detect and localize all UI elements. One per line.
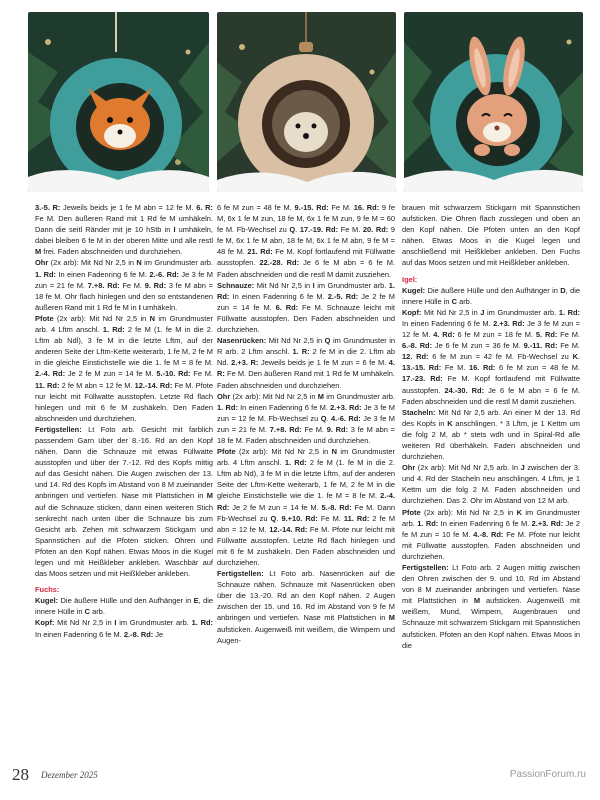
bold-term: 1. Rd: [191,618,213,628]
bold-term: Kugel: [35,596,59,606]
bold-term: C [84,607,90,617]
bold-term: Pfote [402,507,421,517]
bold-term: 1. Rd: [217,402,238,412]
bold-term: M [473,596,481,606]
bold-term: 1. Rd: [417,518,439,528]
bold-term: Kopf: [402,307,422,317]
instruction-paragraph: Pfote (2x arb): Mit Nd Nr 2,5 in K im Grundmuster arb. 1. Rd: In einen Fadenring 6 fe M. 2.+3. Rd: Je 2 fe M zun = 10 fe M. 4.-8. Rd: Fe M. Pfote nur leicht mit Füllwatte ausstopfen. Faden abschneiden und durchziehen. [402,507,580,561]
bold-term: 20. Rd: [362,225,389,235]
instruction-paragraph: brauen mit schwarzem Stickgarn mit Spannstichen aufsticken. Die Ohren flach zusslegen und oben an den Kopf nähen. Die Pfoten unten an den Kopf nähen. Etwas Moos in die Kugel legen und anschließend mit Heißkleber ankleben. Den Fuchs auf das Moos setzen und mit Heißkleber ankleben. [402,203,580,268]
bold-term: M [388,613,395,623]
bold-term: 5. Rd: [535,330,558,340]
bold-term: 16. Rd: [353,203,380,212]
bold-term: 1. Rd: [217,280,395,301]
instruction-paragraph: Pfote (2x arb): Mit Nd Nr 2,5 in N im Grundmuster arb. 4 Lftm anschl. 1. Rd: 2 fe M (1. fe M in die 2. Lftm ab Ndl), 3 fe M in die letzte Lftm, auf der anderen Seite der Lftm-Kette weiterarb, 1 fe M, 2 fe M in die gleiche Einstichstelle wie die 1. fe M = 8 fe M. 2.-4. Rd: Je 2 fe M zun = 14 fe M. 5.-10. Rd: Fe M. 11. Rd: 2 fe M abn = 12 fe M. 12.-14. Rd: Fe M. Pfote nur leicht mit Füllwatte ausstopfen. Letzte Rd flach hinlegen und mit 6 fe M zushäkeln. Den Faden abschneiden und durchziehen. [35,313,213,423]
bold-term: 4.-8. Rd: [473,529,504,539]
bold-term: N [331,447,337,457]
bold-term: N [149,313,155,323]
bold-term: 13.-15. Rd: [402,363,442,373]
bold-term: 9. Rd: [144,280,167,290]
bold-term: M [35,247,42,257]
instruction-paragraph: Fertigstellen: Lt Foto arb. Nasenrücken auf die Schnauze nähen. Schnauze mit Nasenrücken oben über die 13.-20. Rd an den Kopf nähen. 2 Augen zwischen der 15. und 16. Rd im Abstand von 9 fe M anbringen und vertiefen. Nase mit Plattstichen in M aufsticken. Augenweiß mit weißem, die Wimpern und Augen- [217,569,395,645]
bold-term: K [447,418,453,428]
bold-term: E [193,596,199,606]
bold-term: Fertigstellen: [35,424,82,434]
bold-term: 6. Rd: [275,302,299,312]
instruction-paragraph: 6 fe M zun = 48 fe M. 9.-15. Rd: Fe M. 16. Rd: 9 fe M, 6x 1 fe M zun, 18 fe M, 6x 1 fe M zun, 9 fe M = 60 fe M. Fb-Wechsel zu Q. 17.-19. Rd: Fe M. 20. Rd: 9 fe M, 6x 1 fe M abn, 18 fe M, 6x 1 fe M abn, 9 fe M = 48 fe M. 21. Rd: Fe M. Kopf fortlaufend mit Füllwatte ausstopfen. 22.-28. Rd: Je 6 fe M abn = 6 fe M. Faden abschneiden und die restl M damit zusziehen. [217,203,395,279]
instruction-paragraph: Fertigstellen: Lt Foto arb. 2 Augen mittig zwischen den Ohren zwischen der 9. und 10. Rd im Abstand von 8 M zueinander anbringen und vertiefen. Nase mit Plattstichen in M aufsticken. Augenweiß mit weißem, Mund, Wimpern, Augenbrauen und Schnauze mit schwarzem Stickgarn mit Spannstichen aufsticken. Pfoten an den Kopf nähen. Etwas Moos in die [402,563,580,650]
issue-date: Dezember 2025 [41,770,98,780]
text-column-3 [402,202,580,758]
instruction-paragraph: Pfote (2x arb): Mit Nd Nr 2,5 in N im Grundmuster arb. 4 Lftm anschl. 1. Rd: 2 fe M (1. fe M in die 2. Lftm ab Nd), 3 fe M in die letzte Lftm, auf der anderen Seite der Lftm-Kette weiterarb, 1 fe M, 2 fe M in die gleiche Einstichstelle wie die 1. fe M = 8 fe M. 2.-4. Rd: Je 2 fe M zun = 14 fe M. 5.-8. Rd: Fe M. Dann Fb-Wechsel zu Q. 9.+10. Rd: Fe M. 11. Rd: 2 fe M abn = 12 fe M. 12.-14. Rd: Fe M. Pfote nur leicht mit Füllwatte ausstopfen. Letzte Rd flach hinlegen und mit 6 fe M zushäkeln. Den Faden abschneiden und durchziehen. [217,447,395,567]
instruction-paragraph: Stacheln: Mit Nd Nr 2,5 arb. An einer M der 13. Rd des Kopfs in K anschlingen. * 3 Lftm, je 1 Kettm um die folg 2 M, ab * stets wdh und in Spiral-Rd alle weiteren Rd überhäkeln. Faden abschneiden und durchziehen. [402,407,580,462]
bold-term: 9.+10. Rd: [281,513,318,523]
bold-term: 21. Rd: [247,247,273,257]
bold-term: Ohr [402,463,416,473]
bold-term: 2.+3. Rd: [531,518,564,528]
bold-term: Q [270,513,277,523]
bold-term: 6. R: [196,203,213,212]
bold-term: 22.-28. Rd: [259,258,300,268]
bold-term: 17.-19. Rd: [299,225,339,235]
bold-term: Schnauze: [217,280,255,290]
bold-term: 3.-5. R: [35,203,61,212]
bold-term: 5.-10. Rd: [156,369,191,379]
bold-term: 1. Rd: [284,458,307,468]
bold-term: Nasenrücken: [217,336,267,346]
bold-term: 4. Rd: [433,330,455,340]
bold-term: 24.-30. Rd: [444,385,485,395]
bunny-ornament-photo [404,12,583,192]
bold-term: 12. Rd: [402,352,429,362]
bold-term: Q [320,413,327,423]
bold-term: 2.+3. Rd: [330,402,362,412]
bold-term: D [560,285,566,295]
bold-term: M [317,391,324,401]
bold-term: 4. R: [217,358,395,379]
bold-term: 12.-14. Rd: [269,524,308,534]
instruction-paragraph: Kugel: Die äußere Hülle und den Aufhänger in E, die innere Hülle in C arb. [35,596,213,617]
bold-term: K [572,352,578,362]
bold-term: 11. Rd: [35,380,60,390]
bold-term: Kugel: [402,285,426,295]
bold-term: K [516,507,522,517]
instruction-paragraph: Nasenrücken: Mit Nd Nr 2,5 in Q im Grundmuster in R arb. 2 Lftm anschl. 1. R: 2 fe M in die 2. Lftm ab Nd. 2.+3. R: Jeweils beids je 1 fe M zun = 6 fe M. 4. R: Fe M. Den äußeren Rand mit 1 Rd fe M umhäkeln. Faden abschneiden und durchziehen. [217,336,395,390]
instruction-paragraph: Ohr (2x arb): Mit Nd Nr 2,5 arb. In J zwischen der 3. und 4. Rd der Stacheln neu anschlingen. 4 Lftm, je 1 Kettm um die folg 2 M. Faden abschneiden und durchziehen. Das 2. Ohr im Abstand von 12 M arb. [402,463,580,506]
hedgehog-ornament-photo [217,12,396,192]
bold-term: C [451,296,457,306]
section-heading: Fuchs: [35,585,60,595]
bold-term: 2.-4. Rd: [217,491,395,512]
bold-term: N [136,258,142,268]
bold-term: 2.-5. Rd: [327,291,359,301]
bold-term: 2.-4. Rd: [35,369,66,379]
page-number: 28 [12,765,29,784]
bold-term: 1. R: [292,347,310,357]
bold-term: Fertigstellen: [402,563,449,572]
bold-term: Kopf: [35,618,55,628]
bold-term: 2.+3. R: [231,358,259,368]
bold-term: 4.-6. Rd: [331,413,361,423]
instruction-paragraph: Schnauze: Mit Nd Nr 2,5 in I im Grundmuster arb. 1. Rd: In einen Fadenring 6 fe M. 2.-5. Rd: Je 2 fe M zun = 14 fe M. 6. Rd: Fe M. Schnauze leicht mit Füllwatte ausstopfen. Den Faden abschneiden und durchziehen. [217,280,395,335]
bold-term: 6.-8. Rd: [402,341,433,351]
bold-term: 9.-15. Rd: [294,203,329,212]
bold-term: 9.-11. Rd: [523,341,558,351]
bold-term: 1. Rd: [35,269,56,279]
fox-ornament-photo [28,12,209,192]
bold-term: Q [289,225,296,235]
bold-term: Pfote [35,313,54,323]
bold-term: Q [324,336,331,346]
bold-term: 7.+8. Rd: [87,280,120,290]
bold-term: 1. Rd: [558,307,580,317]
page-footer [0,765,600,795]
bold-term: 17.-23. Rd: [402,374,443,384]
bold-term: 2.-8. Rd: [123,629,154,639]
bold-term: I [173,225,176,235]
bold-term: 16. Rd: [469,363,496,373]
bold-term: Stacheln: [402,407,436,417]
text-column-2 [217,202,395,758]
instruction-paragraph: Kopf: Mit Nd Nr 2,5 in I im Grundmuster arb. 1. Rd: In einen Fadenring 6 fe M. 2.-8. Rd: Je [35,618,213,639]
instruction-paragraph: Ohr (2x arb): Mit Nd Nr 2,5 in N im Grundmuster arb. 1. Rd: In einen Fadenring 6 fe M. 2.-6. Rd: Je 3 fe M zun = 21 fe M. 7.+8. Rd: Fe M. 9. Rd: 3 fe M abn = 18 fe M. Ohr flach hinlegen und den so entstandenen äußeren Rand mit 1 Rd fe M in I umhäkeln. [35,258,213,312]
bold-term: J [480,307,485,317]
photo-strip [0,0,600,198]
bold-term: J [520,463,525,473]
bold-term: 9. Rd: [326,424,349,434]
bold-term: I [114,618,117,628]
bold-term: 2.+3. Rd: [493,318,525,328]
bold-term: 11. Rd: [343,513,370,523]
bold-term: 1. Rd: [102,325,125,335]
instruction-paragraph: Fertigstellen: Lt Foto arb. Gesicht mit farblich passendem Garn über der 8.-16. Rd an den Kopf nähen. Dann die Schnauze mit etwas Füllwatte ausstopfen und über der 7.-12. Rd des Kopfs mittig auf das Gesicht nähen. Die Augen zwischen der 13. und 14. Rd des Kopfs im Abstand von 8 M zueinander anbringen und vertiefen. Nase mit Plattstichen in M auf die Schnauze sticken, dann einen weiteren Stich senkrecht nach unten über die Schnauze bis zum Gesicht arb. Zehen mit schwarzem Stickgarn und Spannstichen auf die Pfoten sticken. Ohren und Pfoten an den Kopf nähen. Etwas Moos in die Kugel legen und mit Heißkleber ankleben. Waschbär auf das Moos setzen und mit Heißkleber ankleben. [35,424,213,579]
bold-term: 12.-14. Rd: [134,380,173,390]
bold-term: I [312,280,315,290]
instructions-body [35,202,580,758]
instruction-paragraph: 3.-5. R: Jeweils beids je 1 fe M abn = 12 fe M. 6. R: Fe M. Den äußeren Rand mit 1 Rd fe M umhäkeln. Dann die seitl Ränder mit je 10 hStb in I umhäkeln, dabei bleiben 6 fe M in der oberen Mitte und alle restl M frei. Faden abschneiden und durchziehen. [35,203,213,257]
bold-term: Ohr [217,391,231,401]
bold-term: Fertigstellen: [217,569,264,579]
bold-term: Ohr [35,258,49,268]
bold-term: 7.+8. Rd: [269,424,302,434]
bold-term: I [138,302,141,312]
bold-term: M [206,491,213,501]
instruction-paragraph: Ohr (2x arb): Mit Nd Nr 2,5 in M im Grundmuster arb. 1. Rd: In einen Fadenring 6 fe M. 2.+3. Rd: Je 3 fe M zun = 12 fe M. Fb-Wechsel zu Q. 4.-6. Rd: Je 3 fe M zun = 21 fe M. 7.+8. Rd: Fe M. 9. Rd: 3 fe M abn = 18 fe M. Faden abschneiden und durchziehen. [217,391,395,445]
text-column-1 [35,202,213,758]
bold-term: Pfote [217,447,236,457]
section-heading: Igel: [402,274,418,284]
instruction-paragraph: Kugel: Die äußere Hülle und den Aufhänger in D, die innere Hülle in C arb. [402,285,580,306]
instruction-paragraph: Kopf: Mit Nd Nr 2,5 in J im Grundmuster arb. 1. Rd: In einen Fadenring 6 fe M. 2.+3. Rd: Je 3 fe M zun = 12 fe M. 4. Rd: 6 fe M zun = 18 fe M. 5. Rd: Fe M. 6.-8. Rd: Je 6 fe M zun = 36 fe M. 9.-11. Rd: Fe M. 12. Rd: 6 fe M zun = 42 fe M. Fb-Wechsel zu K. 13.-15. Rd: Fe M. 16. Rd: 6 fe M zun = 48 fe M. 17.-23. Rd: Fe M. Kopf fortlaufend mit Füllwatte ausstopfen. 24.-30. Rd: Je 6 fe M abn = 6 fe M. Faden abschneiden und die restl M damit zusziehen. [402,307,580,406]
watermark: PassionForum.ru [509,769,586,780]
bold-term: 2.-6. Rd: [149,269,179,279]
bold-term: 5.-8. Rd: [321,502,352,512]
